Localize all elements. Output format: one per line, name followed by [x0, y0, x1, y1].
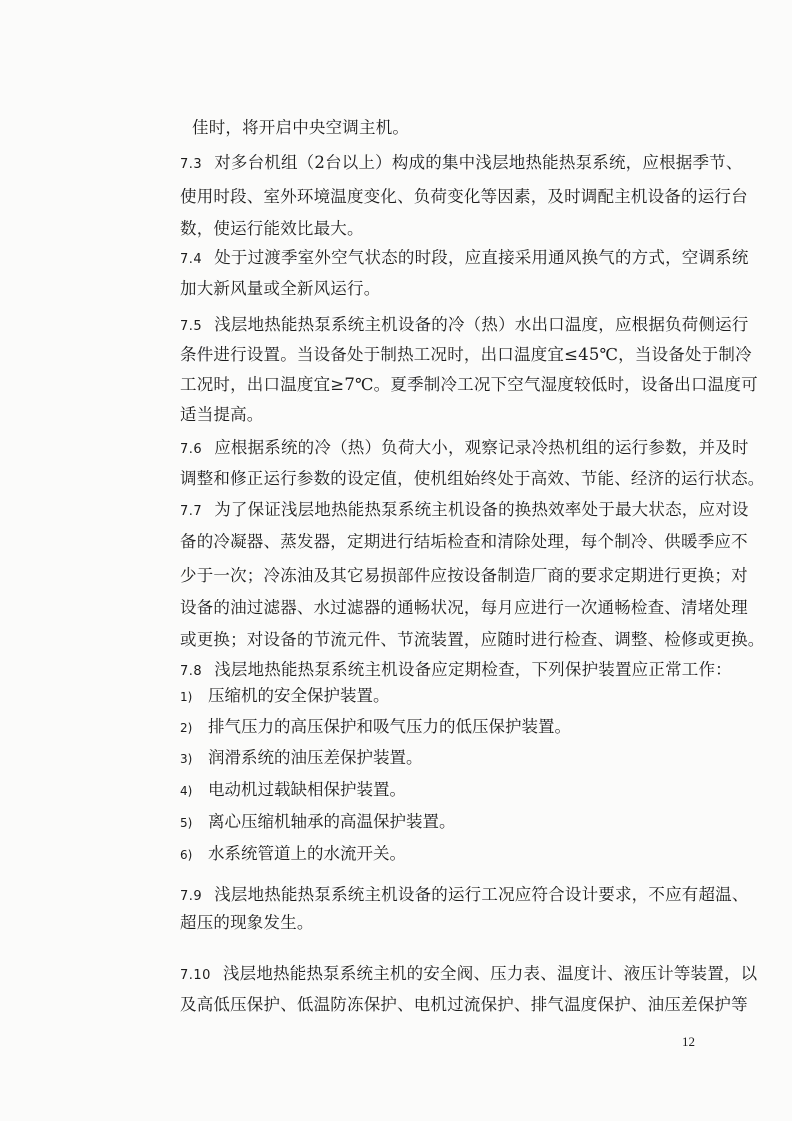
- clause-7-3: 7.3 对多台机组（2台以上）构成的集中浅层地热能热泵系统，应根据季节、: [180, 153, 743, 172]
- clause-7-7: 7.7 为了保证浅层地热能热泵系统主机设备的换热效率处于最大状态，应对设: [180, 500, 749, 519]
- list-item: 5) 离心压缩机轴承的高温保护装置。: [180, 812, 456, 831]
- text-line: 调整和修正运行参数的设定值，使机组始终处于高效、节能、经济的运行状态。: [180, 469, 765, 488]
- text-line: 加大新风量或全新风运行。: [180, 279, 381, 298]
- list-item: 4) 电动机过载缺相保护装置。: [180, 780, 406, 799]
- clause-7-4: 7.4 处于过渡季室外空气状态的时段，应直接采用通风换气的方式，空调系统: [180, 248, 749, 267]
- text-line: 条件进行设置。当设备处于制热工况时，出口温度宜≤45℃，当设备处于制冷: [180, 345, 752, 364]
- list-item: 1) 压缩机的安全保护装置。: [180, 686, 390, 705]
- text-line: 工况时，出口温度宜≥7℃。夏季制冷工况下空气湿度较低时，设备出口温度可: [180, 375, 758, 394]
- clause-7-9: 7.9 浅层地热能热泵系统主机设备的运行工况应符合设计要求，不应有超温、: [180, 885, 749, 904]
- text-line: 设备的油过滤器、水过滤器的通畅状况，每月应进行一次通畅检查、清堵处理: [180, 598, 748, 617]
- list-item: 6) 水系统管道上的水流开关。: [180, 844, 406, 863]
- text-line: 佳时，将开启中央空调主机。: [192, 118, 410, 137]
- text-line: 适当提高。: [180, 405, 264, 424]
- list-item: 3) 润滑系统的油压差保护装置。: [180, 748, 423, 767]
- clause-7-5: 7.5 浅层地热能热泵系统主机设备的冷（热）水出口温度，应根据负荷侧运行: [180, 315, 749, 334]
- text-line: 少于一次；冷冻油及其它易损部件应按设备制造厂商的要求定期进行更换；对: [180, 566, 748, 585]
- text-line: 及高低压保护、低温防冻保护、电机过流保护、排气温度保护、油压差保护等: [180, 995, 748, 1014]
- list-item: 2) 排气压力的高压保护和吸气压力的低压保护装置。: [180, 717, 571, 736]
- text-line: 或更换；对设备的节流元件、节流装置，应随时进行检查、调整、检修或更换。: [180, 630, 765, 649]
- text-line: 备的冷凝器、蒸发器，定期进行结垢检查和清除处理，每个制冷、供暖季应不: [180, 532, 748, 551]
- page-number: 12: [682, 1034, 695, 1049]
- text-line: 使用时段、室外环境温度变化、负荷变化等因素，及时调配主机设备的运行台: [180, 187, 748, 206]
- clause-7-8: 7.8 浅层地热能热泵系统主机设备应定期检查，下列保护装置应正常工作：: [180, 660, 732, 679]
- clause-7-10: 7.10 浅层地热能热泵系统主机的安全阀、压力表、温度计、液压计等装置，以: [180, 964, 758, 983]
- clause-7-6: 7.6 应根据系统的冷（热）负荷大小，观察记录冷热机组的运行参数，并及时: [180, 438, 749, 457]
- text-line: 超压的现象发生。: [180, 913, 314, 932]
- text-line: 数，使运行能效比最大。: [180, 219, 364, 238]
